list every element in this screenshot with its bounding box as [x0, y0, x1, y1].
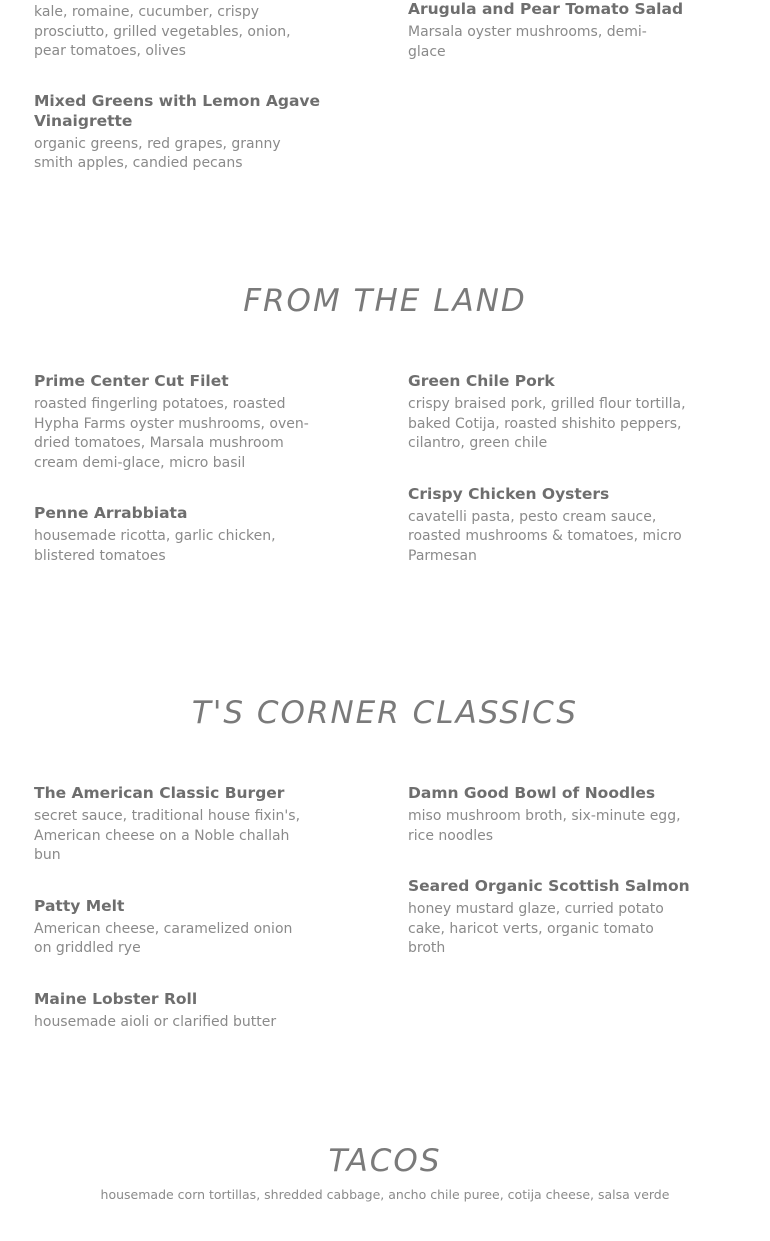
item-name: Arugula and Pear Tomato Salad — [408, 0, 684, 18]
item-description: kale, romaine, cucumber, crispy prosciutto, grilled vegetables, onion, pear tomatoes, olives — [34, 4, 291, 59]
land-right-column — [408, 371, 708, 596]
item-name: Prime Center Cut Filet — [34, 372, 229, 390]
menu-item — [34, 989, 334, 1033]
section-subtitle-tacos: housemade corn tortillas, shredded cabbage, ancho chile puree, cotija cheese, salsa verde — [100, 1187, 670, 1202]
menu-item — [34, 503, 334, 566]
menu-item — [34, 896, 334, 959]
item-description: miso mushroom broth, six-minute egg, rice noodles — [408, 808, 681, 844]
item-name: The American Classic Burger — [34, 784, 285, 802]
menu-item — [408, 371, 708, 454]
menu-item — [34, 91, 334, 174]
menu-item — [408, 0, 708, 62]
menu-item — [408, 783, 708, 846]
item-name: Penne Arrabbiata — [34, 504, 188, 522]
item-description: American cheese, caramelized onion on griddled rye — [34, 920, 293, 956]
menu-item — [34, 3, 334, 62]
item-name: Crispy Chicken Oysters — [408, 484, 610, 503]
section-title-ts-corner-classics: T'S CORNER CLASSICS — [191, 695, 579, 731]
menu-item — [408, 876, 708, 959]
item-description: housemade aioli or clarified butter — [34, 1013, 277, 1030]
item-description: honey mustard glaze, curried potato cake, haricot verts, organic tomato broth — [408, 901, 664, 956]
item-name: Seared Organic Scottish Salmon — [408, 877, 690, 895]
item-description: secret sauce, traditional house fixin's, American cheese on a Noble challah bun — [34, 808, 301, 863]
menu-item — [34, 783, 334, 866]
item-name: Damn Good Bowl of Noodles — [408, 784, 656, 802]
land-left-column — [34, 371, 334, 596]
item-description: housemade ricotta, garlic chicken, blistered tomatoes — [34, 528, 276, 564]
salads-right-column — [408, 0, 708, 92]
section-title-from-the-land: FROM THE LAND — [243, 283, 527, 319]
item-description: Marsala oyster mushrooms, demi-glace — [408, 24, 647, 60]
item-description: roasted fingerling potatoes, roasted Hypha Farms oyster mushrooms, oven-dried tomatoes, Marsala mushroom cream demi-glace, micro basil — [34, 396, 309, 471]
item-name: Green Chile Pork — [408, 372, 555, 390]
item-name: Maine Lobster Roll — [34, 989, 198, 1008]
classics-left-column — [34, 783, 334, 1062]
menu-item — [408, 484, 708, 567]
menu-item — [34, 371, 334, 473]
item-description: crispy braised pork, grilled flour tortilla, baked Cotija, roasted shishito peppers, cilantro, green chile — [408, 396, 686, 451]
item-description: organic greens, red grapes, granny smith apples, candied pecans — [34, 135, 281, 171]
item-name: Mixed Greens with Lemon Agave Vinaigrette — [34, 91, 321, 130]
section-title-tacos: TACOS — [328, 1143, 442, 1179]
classics-right-column — [408, 783, 708, 989]
item-name: Patty Melt — [34, 896, 125, 915]
salads-left-column — [34, 3, 334, 204]
item-description: cavatelli pasta, pesto cream sauce, roasted mushrooms & tomatoes, micro Parmesan — [408, 508, 682, 564]
